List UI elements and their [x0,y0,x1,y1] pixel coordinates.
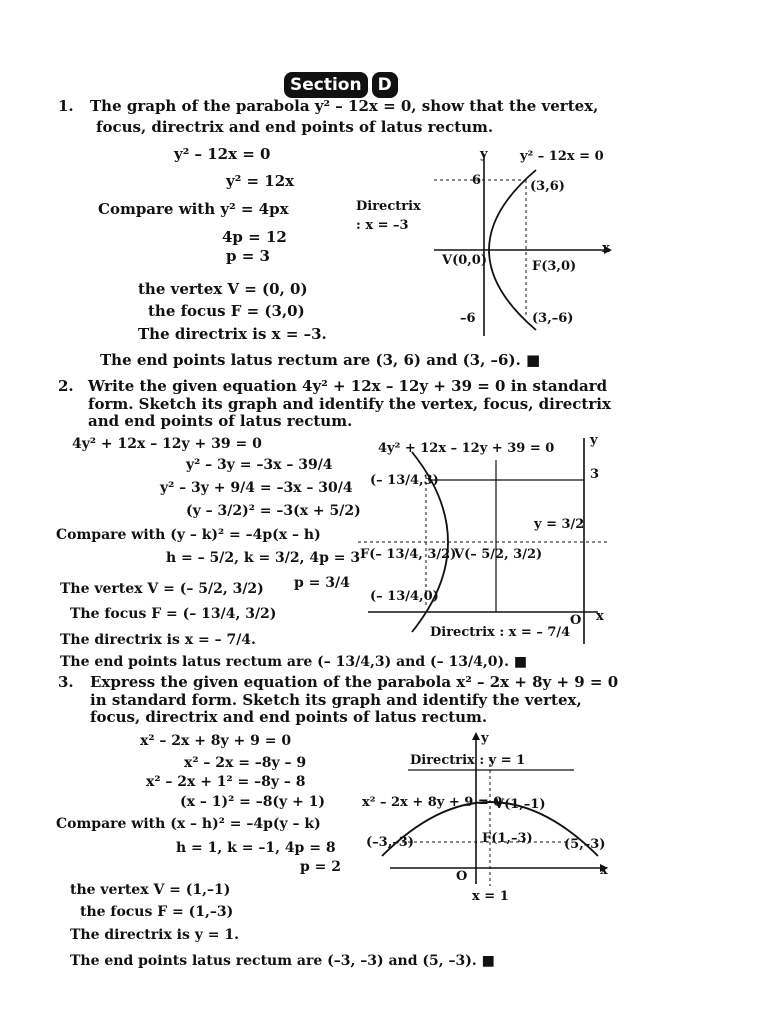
tick-three: 3 [590,467,600,482]
q1-step: Compare with y² = 4px [98,200,289,218]
q3-statement-line3: focus, directrix and end points of latus rectum. [90,708,488,726]
y-axis-label: y [481,731,489,746]
directrix-equation: : x = –3 [356,218,409,233]
vertex-label: V(1,–1) [494,797,546,812]
focus-label: F(– 13/4, 3/2) [360,547,457,562]
q3-step: The directrix is y = 1. [70,927,239,943]
directrix-label: Directrix : y = 1 [410,753,526,768]
origin-label: O [456,869,468,884]
q1-step: y² = 12x [226,172,295,190]
vertex-label: V(– 5/2, 3/2) [454,547,543,562]
q3-step: the vertex V = (1,–1) [70,882,231,898]
directrix-label: Directrix : x = – 7/4 [430,625,571,640]
q3-step: x² – 2x + 1² = –8y – 8 [146,774,306,790]
right-endpoint-label: (5,–3) [564,837,606,852]
point-3-6: (3,6) [530,179,565,194]
x-axis-label: x [602,241,610,256]
q3-step: (x – 1)² = –8(y + 1) [180,794,326,810]
point-upper: (– 13/4,3) [370,473,439,488]
directrix-label: Directrix [356,199,421,214]
q3-step: Compare with (x – h)² = –4p(y – k) [56,816,321,832]
y-axis-label: y [590,433,598,448]
tick-six: 6 [472,173,482,188]
section-letter: D [372,72,398,98]
q3-step: x² – 2x = –8y – 9 [184,755,307,771]
q1-statement-line1: The graph of the parabola y² – 12x = 0, show that the vertex, [90,97,599,115]
q1-step: y² – 12x = 0 [174,145,271,163]
left-endpoint-label: (–3,–3) [366,835,414,850]
q2-parabola-graph [358,430,628,650]
q2-step: The directrix is x = – 7/4. [60,632,256,648]
graph-equation: x² – 2x + 8y + 9 = 0 [362,795,503,810]
q1-statement-line2: focus, directrix and end points of latus rectum. [96,118,494,136]
q2-step: y² – 3y = –3x – 39/4 [186,457,333,473]
focus-label: F(1,–3) [482,831,533,846]
point-lower: (– 13/4,0) [370,589,439,604]
section-heading [284,72,402,94]
line-y-3-2-label: y = 3/2 [534,517,585,532]
x-axis-label: x [596,609,604,624]
point-3-minus-6: (3,–6) [532,311,574,326]
q3-statement-line2: in standard form. Sketch its graph and identify the vertex, [90,691,582,709]
q3-step: the focus F = (1,–3) [80,904,234,920]
q2-statement-line2: form. Sketch its graph and identify the vertex, focus, directrix [88,395,611,413]
q2-step: y² – 3y + 9/4 = –3x – 30/4 [160,480,353,496]
q2-step: p = 3/4 [294,575,350,591]
tick-minus-six: –6 [460,311,476,326]
q1-number: 1. [58,97,74,115]
q3-number: 3. [58,673,74,691]
q2-step: Compare with (y – k)² = –4p(x – h) [56,527,321,543]
q3-statement-line1: Express the given equation of the parabola x² – 2x + 8y + 9 = 0 [90,673,619,691]
graph-equation: y² – 12x = 0 [520,149,604,164]
y-axis-label: y [480,147,488,162]
section-word: Section [284,72,368,98]
q3-parabola-graph [360,728,620,908]
q1-step: The directrix is x = –3. [138,325,327,343]
q2-conclusion: The end points latus rectum are (– 13/4,3) and (– 13/4,0). ■ [60,654,528,670]
q3-step: p = 2 [300,859,342,875]
y-axis-arrow [472,732,480,740]
q1-step: p = 3 [226,247,270,265]
q2-step: The vertex V = (– 5/2, 3/2) [60,581,264,597]
x-axis-label: x [600,863,608,878]
q1-conclusion: The end points latus rectum are (3, 6) and (3, –6). ■ [100,351,541,369]
axis-x-equals-1-label: x = 1 [472,889,509,904]
q2-statement-line3: and end points of latus rectum. [88,412,353,430]
q2-step: h = – 5/2, k = 3/2, 4p = 3 [166,550,361,566]
q3-step: h = 1, k = –1, 4p = 8 [176,840,336,856]
q2-step: The focus F = (– 13/4, 3/2) [70,606,277,622]
q2-step: (y – 3/2)² = –3(x + 5/2) [186,503,361,519]
origin-label: O [570,613,582,628]
q2-number: 2. [58,377,74,395]
q2-statement-line1: Write the given equation 4y² + 12x – 12y + 39 = 0 in standard [88,377,608,395]
q1-step: 4p = 12 [222,228,287,246]
q3-conclusion: The end points latus rectum are (–3, –3) and (5, –3). ■ [70,953,495,969]
q1-step: the vertex V = (0, 0) [138,280,308,298]
vertex-label: V(0,0) [442,253,488,268]
focus-label: F(3,0) [532,259,577,274]
q1-parabola-graph [350,140,640,340]
q2-step: 4y² + 12x – 12y + 39 = 0 [72,436,262,452]
q3-step: x² – 2x + 8y + 9 = 0 [140,733,292,749]
graph-equation: 4y² + 12x – 12y + 39 = 0 [378,441,555,456]
q1-step: the focus F = (3,0) [148,302,305,320]
